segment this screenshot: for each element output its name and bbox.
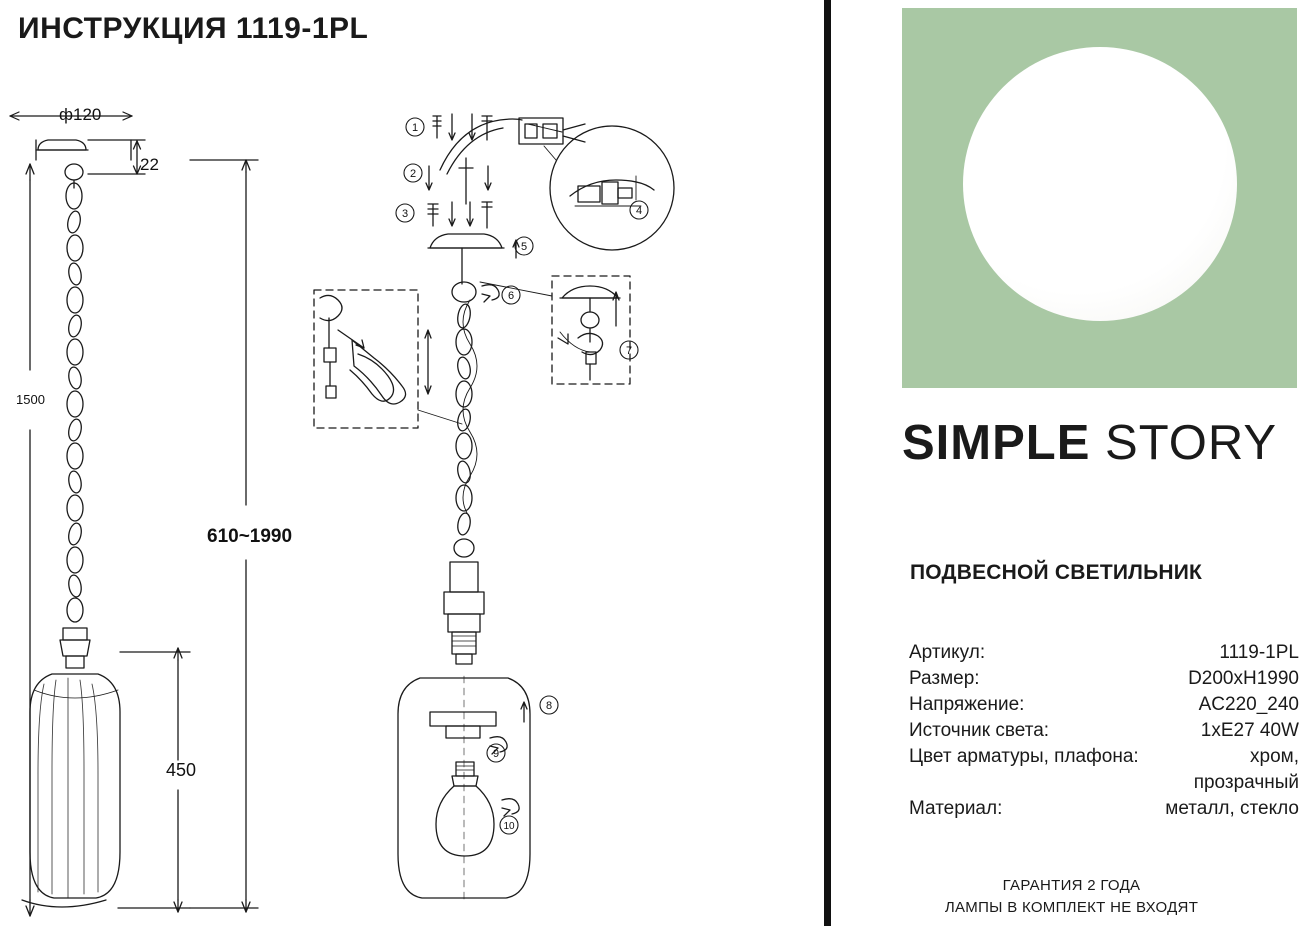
glass-globe-shade [963, 47, 1237, 321]
product-type: ПОДВЕСНОЙ СВЕТИЛЬНИК [910, 561, 1203, 584]
step-3-label: 3 [401, 208, 409, 220]
spec-value: 1xE27 40W [1200, 720, 1299, 741]
spec-value: 1119-1PL [1219, 642, 1299, 663]
step-4-label: 4 [635, 205, 643, 217]
spec-row [909, 744, 1299, 796]
dim-shade-label: 450 [166, 760, 197, 780]
step-5-label: 5 [520, 241, 528, 253]
brand-name-second: STORY [1105, 416, 1278, 470]
spec-value: хром, прозрачный [1193, 746, 1299, 793]
product-card-pane [831, 0, 1312, 926]
footer-note [831, 875, 1312, 919]
spec-row [909, 666, 1299, 692]
product-photo [902, 8, 1297, 388]
spec-value: металл, стекло [1165, 798, 1299, 819]
brand-name-first: SIMPLE [902, 416, 1091, 470]
spec-row [909, 640, 1299, 666]
brand-logo [902, 415, 1302, 471]
spec-label: Цвет арматуры, плафона: [909, 746, 1139, 767]
step-10-label: 10 [503, 821, 515, 832]
spec-row [909, 692, 1299, 718]
dim-chain-label: 1500 [16, 392, 45, 407]
specification-table [909, 640, 1299, 822]
spec-value: AC220_240 [1198, 694, 1299, 715]
spec-row [909, 718, 1299, 744]
step-9-label: 9 [492, 748, 500, 760]
spec-label: Размер: [909, 668, 980, 689]
vertical-divider [824, 0, 831, 926]
step-2-label: 2 [409, 168, 417, 180]
spec-row [909, 796, 1299, 822]
step-7-label: 7 [625, 345, 633, 357]
spec-label: Артикул: [909, 642, 986, 663]
page-title: ИНСТРУКЦИЯ 1119-1PL [18, 12, 369, 45]
step-1-label: 1 [411, 122, 419, 134]
step-6-label: 6 [507, 290, 515, 302]
spec-label: Напряжение: [909, 694, 1025, 715]
dim-canopy-label: 22 [140, 155, 159, 174]
spec-label: Материал: [909, 798, 1003, 819]
spec-label: Источник света: [909, 720, 1050, 741]
spec-value: D200xH1990 [1188, 668, 1299, 689]
dim-diameter-label: ф120 [59, 105, 102, 124]
warranty-line: ГАРАНТИЯ 2 ГОДА [1002, 877, 1141, 894]
bulbs-not-included-line: ЛАМПЫ В КОМПЛЕКТ НЕ ВХОДЯТ [944, 899, 1199, 916]
dim-range-label: 610~1990 [207, 526, 293, 547]
step-8-label: 8 [545, 700, 553, 712]
